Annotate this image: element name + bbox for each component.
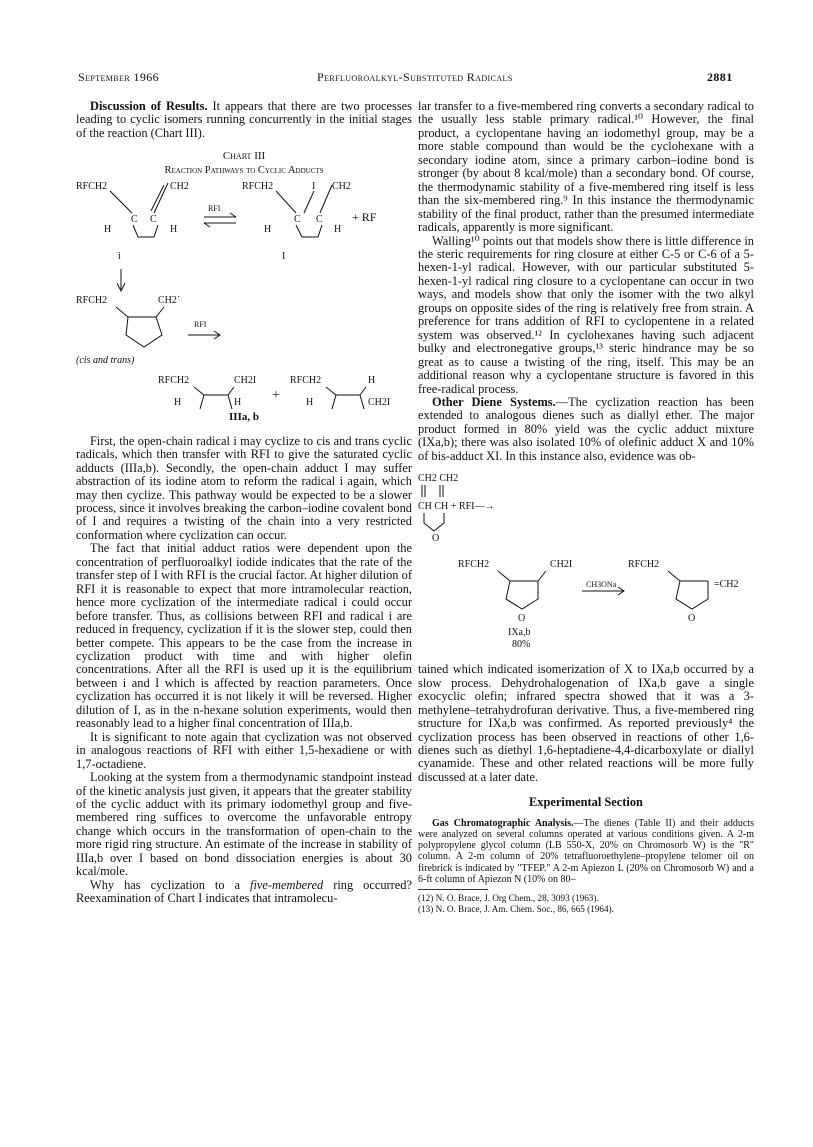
chart-subtitle: Reaction Pathways to Cyclic Adducts bbox=[164, 164, 324, 176]
paragraph-adduct-ratios: The fact that initial adduct ratios were dependent upon the concentration of perfluoroalkyl iodide indicates that the rate of the transfer step of I with RFI is the crucial factor. At higher dilution of RFI it is reasonable to expect that more intramolecular reaction, hence more cyclization of the intermediate radical i could occur before transfer. Thus, as collisions between RFI and radical i are reduced in frequency, cyclization if it is the slower step, could then better compete. This appears to be the case from the increase in cyclization product with time and with higher olefin concentrations. After all the RFI is used up it is the equilibrium between i and I which is affected by reaction parameters. Once cyclization has occurred it is not likely it will be reversed. Higher dilution of I, as in the n-hexane solution experiments, would then reasonably lead to a higher final concentration of IIIa,b. bbox=[76, 541, 412, 731]
label-h-4: H bbox=[334, 224, 342, 236]
label-I: I bbox=[282, 251, 286, 263]
label-ch2i-2: CH2I bbox=[368, 397, 391, 409]
label-ch2i-1: CH2I bbox=[234, 375, 257, 387]
label-rfch2-3: RFCH2 bbox=[76, 295, 108, 307]
label-exo-ch2: =CH2 bbox=[714, 579, 739, 591]
label-h-8: H bbox=[306, 397, 314, 409]
product-label-iiiab: IIIa, b bbox=[229, 411, 259, 424]
label-h-5: H bbox=[174, 397, 182, 409]
label-h-3: H bbox=[264, 224, 272, 236]
label-cis-trans: (cis and trans) bbox=[76, 355, 135, 367]
paragraph-why-five-membered: Why has cyclization to a five-membered ring occurred? Reexamination of Chart I indicates that intramolecu- bbox=[76, 877, 412, 906]
label-rfi-2: RFI bbox=[194, 320, 207, 330]
label-rfch2-2: RFCH2 bbox=[242, 181, 274, 193]
label-o-1: O bbox=[432, 533, 440, 545]
label-o-2: O bbox=[518, 613, 526, 625]
header-journal-date: September 1966 bbox=[78, 70, 160, 84]
label-rfch2-1: RFCH2 bbox=[76, 181, 108, 193]
label-i: i bbox=[118, 251, 121, 263]
label-o-3: O bbox=[688, 613, 696, 625]
paragraph-cyclization-paths: First, the open-chain radical i may cyclize to cis and trans cyclic radicals, which then transfer with RFI to give the saturated cyclic adducts (IIIa,b). Secondly, the open-chain adduct I may suffer abstraction of its iodine atom to reform the radical i again, which may then cyclize. This pathway would be expected to be a slower process, since it involves breaking the carbon–iodine covalent bond of I and requires a twisting of the chain into a very restricted conformation where cyclization can occur. bbox=[76, 433, 412, 542]
paragraph-discussion: Discussion of Results. It appears that there are two processes leading to cyclic isomers running concurrently in the initial stages of the reaction (Chart III). bbox=[76, 99, 412, 140]
label-ch-ch-rfi: CH CH + RFI—→ bbox=[418, 501, 495, 513]
paragraph-gas-chromatography: Gas Chromatographic Analysis.—The dienes (Table II) and their adducts were analyzed on several columns operated at various conditions given. A 2-m polypropylene glycol column (LB 550-X, 20% on Chromosorb W) is the "R" column. A 2-m column of 20% tetrafluoroethylene–propylene telomer oil on firebrick is indicated by "TFEP." A 2-m Apiezon L (20% on Chromosorb W) and a 6-ft column of Apiezon N (10% on 80– bbox=[418, 817, 754, 885]
label-plus: + bbox=[272, 388, 280, 404]
paragraph-no-cyclization: It is significant to note again that cyclization was not observed in analogous reactions of RFI with either 1,5-hexadiene or with 1,7-octadiene. bbox=[76, 729, 412, 771]
label-ch2i-3: CH2I bbox=[550, 559, 573, 571]
diallyl-ether-scheme bbox=[418, 469, 754, 659]
label-c-radical: C bbox=[131, 214, 138, 226]
label-ch2-1: CH2 bbox=[170, 181, 189, 193]
right-column bbox=[418, 100, 754, 915]
label-c-4: C bbox=[316, 214, 323, 226]
section-title-experimental: Experimental Section bbox=[529, 795, 643, 810]
left-column bbox=[76, 100, 412, 906]
label-h-2: H bbox=[170, 224, 178, 236]
paragraph-other-dienes: Other Diene Systems.—The cyclization reaction has been extended to analogous dienes such as diallyl ether. The major product formed in 80% yield was the cyclic adduct mixture (IXa,b); there was also isolated 10% of olefinic adduct X and 10% of bis-adduct XI. In this instance also, evidence was ob- bbox=[418, 394, 754, 463]
footnote-12: (12) N. O. Brace, J. Org Chem., 28, 3093 (1963). bbox=[418, 892, 599, 903]
label-c-3: C bbox=[294, 214, 301, 226]
chart-title: Chart III bbox=[222, 150, 266, 163]
diallyl-ether-svg bbox=[418, 469, 754, 659]
label-rfch2-4: RFCH2 bbox=[158, 375, 190, 387]
paragraph-thermodynamic: Looking at the system from a thermodynamic standpoint instead of the kinetic analysis just given, it appears that the greater stability of the cyclic adduct with its primary iodomethyl group and five-membered ring suffices to overcome the unfavorable entropy change which occurs in the transformation of open-chain to the more rigid ring structure. An estimate of the increase in stability of IIIa,b over I based on bond dissociation energies is about 30 kcal/mole. bbox=[76, 770, 412, 879]
label-rfch2-7: RFCH2 bbox=[628, 559, 660, 571]
header-title: Perfluoroalkyl-Substituted Radicals bbox=[317, 70, 513, 84]
paragraph-primary-radical: lar transfer to a five-membered ring converts a secondary radical to the usually less stable primary radical.¹⁰ However, the final product, a cyclopentane having an iodomethyl group, may be a more stable compound than would be the cyclohexane with a secondary iodine atom, since a primary carbon–iodine bond is stronger (by about 8 kcal/mole) than a secondary bond. Of course, the thermodynamic stability of a five-membered ring itself is less than the six-membered ring.⁹ In this instance the thermodynamic stability of the final product, rather than the presumed intermediate radicals, apparently is more significant. bbox=[418, 99, 754, 235]
label-ch2-2: CH2 bbox=[332, 181, 351, 193]
label-ch3ona: CH3ONa bbox=[586, 580, 617, 590]
label-yield: 80% bbox=[512, 639, 531, 651]
label-rfch2-5: RFCH2 bbox=[290, 375, 322, 387]
label-rfch2-6: RFCH2 bbox=[458, 559, 490, 571]
header-page-number: 2881 bbox=[707, 70, 733, 84]
paragraph-isomerization: tained which indicated isomerization of X to IXa,b occurred by a slow process. Dehydrohalogenation of IXa,b gave a single exocyclic olefin; infrared spectra showed that it was a 3-methylene–tetrahydrofuran derivative. Thus, a five-membered ring structure for IXa,b was confirmed. As reported previously⁴ the cyclization process has been observed in reactions of other 1,6-dienes such as diethyl 1,6-heptadiene-4,4-dicarboxylate or diallyl cyanamide. These and other related reactions will be more fully discussed at a later date. bbox=[418, 662, 754, 784]
label-ixab: IXa,b bbox=[508, 627, 531, 639]
label-h-6: H bbox=[234, 397, 242, 409]
footnote-13: (13) N. O. Brace, J. Am. Chem. Soc., 86, 665 (1964). bbox=[418, 903, 614, 914]
label-c-2: C bbox=[150, 214, 157, 226]
chart-iii-svg bbox=[76, 177, 412, 413]
label-ch2-ch2: CH2 CH2 bbox=[418, 473, 459, 485]
footnote-rule bbox=[418, 889, 488, 890]
label-h-1: H bbox=[104, 224, 112, 236]
label-h-7: H bbox=[368, 375, 376, 387]
label-ch2-dot: CH2˙ bbox=[158, 295, 181, 307]
chart-iii-scheme bbox=[76, 177, 412, 413]
label-i-atom: I bbox=[312, 181, 316, 193]
paragraph-walling: Walling¹⁰ points out that models show there is little difference in the steric requirements for ring closure at either C-5 or C-6 of a 5-hexen-1-yl radical. However, with our particular substituted 5-hexen-1-yl radical ring closure to a cyclopentane can occur in two ways, and models show that only the isomer with the two alkyl groups on opposite sides of the ring is relatively free from strain. A preference for trans addition of RFI to cyclopentene in a related system was observed.¹² In cyclohexanes having such adjacent bulky and electronegative groups,¹³ steric hindrance may be so great as to cause a twisting of the ring, itself. This may be an additional reason why a cyclopentane structure is favored in this free-radical process. bbox=[418, 233, 754, 396]
label-plus-rf: + RF bbox=[352, 210, 377, 225]
label-rfi-1: RFI bbox=[208, 204, 221, 214]
